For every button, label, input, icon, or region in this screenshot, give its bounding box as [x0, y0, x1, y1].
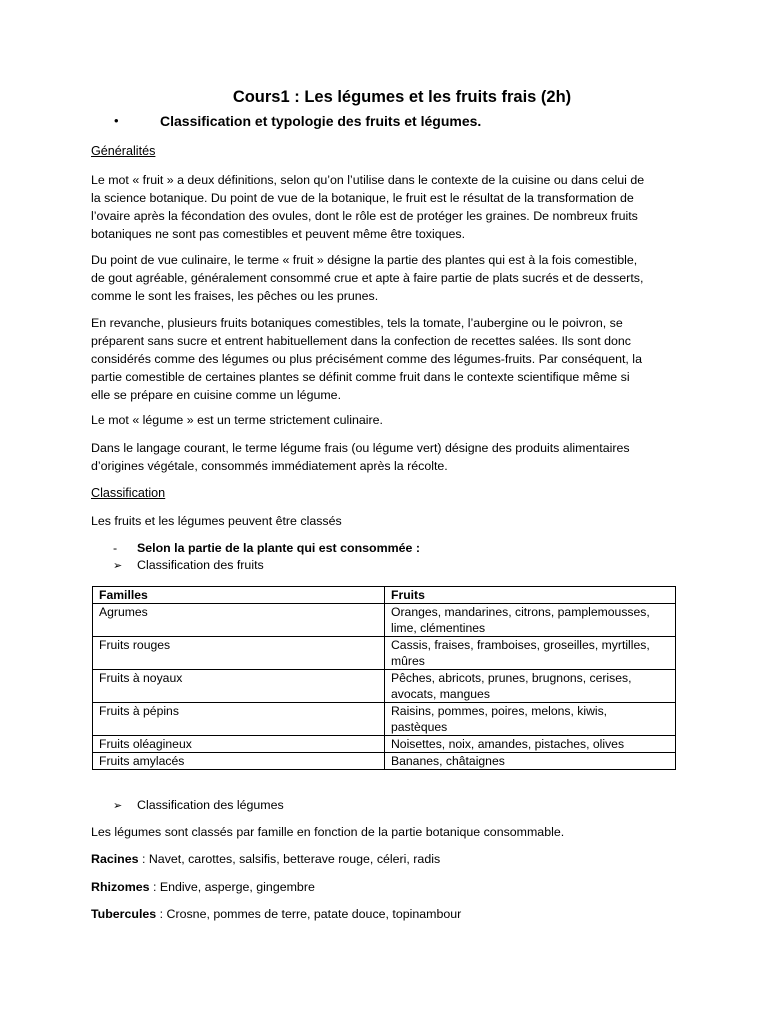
- table-cell-family: Fruits à pépins: [93, 703, 385, 736]
- table-cell-family: Fruits amylacés: [93, 753, 385, 770]
- table-cell-fruits: [385, 703, 676, 736]
- paragraph-line: Le mot « légume » est un terme strictement culinaire.: [91, 413, 384, 427]
- arrow-bullet-icon: ➢: [113, 800, 123, 812]
- veg-item-label: Racines: [91, 852, 139, 866]
- section-heading-classification: Classification: [91, 486, 166, 500]
- paragraph-line: la science botanique. Du point de vue de la botanique, le fruit est le résultat de la transformation de: [91, 191, 634, 205]
- paragraph-1: [91, 171, 681, 243]
- paragraph-3: [91, 314, 681, 404]
- table-row: [93, 670, 676, 703]
- arrow-bullet-icon: ➢: [113, 560, 123, 572]
- veg-item-racines: [91, 852, 440, 866]
- table-row: [93, 703, 676, 736]
- cell-line: Oranges, mandarines, citrons, pamplemousses,: [391, 605, 650, 619]
- table-row: [93, 604, 676, 637]
- table-cell-fruits: [385, 670, 676, 703]
- cell-line: Bananes, châtaignes: [391, 754, 505, 768]
- paragraph-line: En revanche, plusieurs fruits botaniques comestibles, tels la tomate, l’aubergine ou le poivron, se: [91, 316, 623, 330]
- cell-line: pastèques: [391, 720, 448, 734]
- paragraph-line: Du point de vue culinaire, le terme « fruit » désigne la partie des plantes qui est à la fois comestible,: [91, 253, 638, 267]
- table-cell-family: Fruits oléagineux: [93, 736, 385, 753]
- cell-line: Cassis, fraises, framboises, groseilles, myrtilles,: [391, 638, 650, 652]
- veg-item-value: Navet, carottes, salsifis, betterave rouge, céleri, radis: [148, 852, 441, 866]
- paragraph-4: [91, 411, 681, 429]
- fruits-table: [92, 586, 676, 770]
- table-cell-family: Fruits à noyaux: [93, 670, 385, 703]
- table-row: [93, 637, 676, 670]
- bullet-marker: •: [114, 113, 119, 128]
- paragraph-line: de gout agréable, généralement consommé crue et apte à faire partie de plats sucrés et de desserts,: [91, 271, 644, 285]
- table-header-row: [93, 587, 676, 604]
- table-cell-fruits: [385, 753, 676, 770]
- veg-item-label: Rhizomes: [91, 880, 150, 894]
- cell-line: Noisettes, noix, amandes, pistaches, olives: [391, 737, 625, 751]
- paragraph-2: [91, 251, 681, 305]
- table-header-fruits: Fruits: [385, 587, 676, 604]
- paragraph-line: Dans le langage courant, le terme légume frais (ou légume vert) désigne des produits alimentaires: [91, 441, 630, 455]
- paragraph-line: considérés comme des légumes ou plus précisément comme des légumes-fruits. Par conséquent, la: [91, 352, 642, 366]
- dash-marker: -: [113, 541, 118, 555]
- paragraph-line: comme le sont les fraises, les pêches ou les prunes.: [91, 289, 379, 303]
- paragraph-line: botaniques ne sont pas comestibles et peuvent même être toxiques.: [91, 227, 466, 241]
- paragraph-line: préparent sans sucre et entrent habituellement dans la confection de recettes salées. Ils sont donc: [91, 334, 632, 348]
- document-title: Cours1 : Les légumes et les fruits frais (2h): [232, 88, 572, 106]
- vegetables-intro: Les légumes sont classés par famille en fonction de la partie botanique consommable.: [91, 825, 565, 839]
- table-header-familles: Familles: [93, 587, 385, 604]
- veg-item-sep: :: [149, 880, 160, 894]
- veg-item-rhizomes: [91, 880, 315, 894]
- dash-item-text: Selon la partie de la plante qui est consommée :: [137, 541, 420, 555]
- veg-item-sep: :: [138, 852, 149, 866]
- veg-item-value: Crosne, pommes de terre, patate douce, topinambour: [166, 907, 462, 921]
- table-cell-fruits: [385, 736, 676, 753]
- classification-intro: Les fruits et les légumes peuvent être classés: [91, 514, 342, 528]
- veg-item-sep: :: [156, 907, 167, 921]
- veg-item-value: Endive, asperge, gingembre: [159, 880, 315, 894]
- table-cell-family: Fruits rouges: [93, 637, 385, 670]
- veg-item-label: Tubercules: [91, 907, 157, 921]
- document-subtitle: Classification et typologie des fruits et légumes.: [160, 113, 482, 129]
- table-row: [93, 736, 676, 753]
- paragraph-line: elle se prépare en cuisine comme un légume.: [91, 388, 342, 402]
- vegetables-classification-label: Classification des légumes: [137, 798, 284, 812]
- cell-line: Raisins, pommes, poires, melons, kiwis,: [391, 704, 608, 718]
- table-cell-family: Agrumes: [93, 604, 385, 637]
- fruits-classification-label: Classification des fruits: [137, 558, 264, 572]
- cell-line: avocats, mangues: [391, 687, 490, 701]
- paragraph-5: [91, 439, 681, 475]
- veg-item-tubercules: [91, 907, 461, 921]
- cell-line: lime, clémentines: [391, 621, 486, 635]
- cell-line: mûres: [391, 654, 425, 668]
- paragraph-line: l’ovaire après la fécondation des ovules, dont le rôle est de protéger les graines. De nombreux fruits: [91, 209, 638, 223]
- paragraph-line: Le mot « fruit » a deux définitions, selon qu’on l’utilise dans le contexte de la cuisine ou dans celui de: [91, 173, 645, 187]
- table-cell-fruits: [385, 604, 676, 637]
- paragraph-line: d’origines végétale, consommés immédiatement après la récolte.: [91, 459, 448, 473]
- table-cell-fruits: [385, 637, 676, 670]
- paragraph-line: partie comestible de certaines plantes se définit comme fruit dans le contexte scientifique même si: [91, 370, 630, 384]
- section-heading-generalites: Généralités: [91, 144, 156, 158]
- cell-line: Pêches, abricots, prunes, brugnons, cerises,: [391, 671, 632, 685]
- table-row: [93, 753, 676, 770]
